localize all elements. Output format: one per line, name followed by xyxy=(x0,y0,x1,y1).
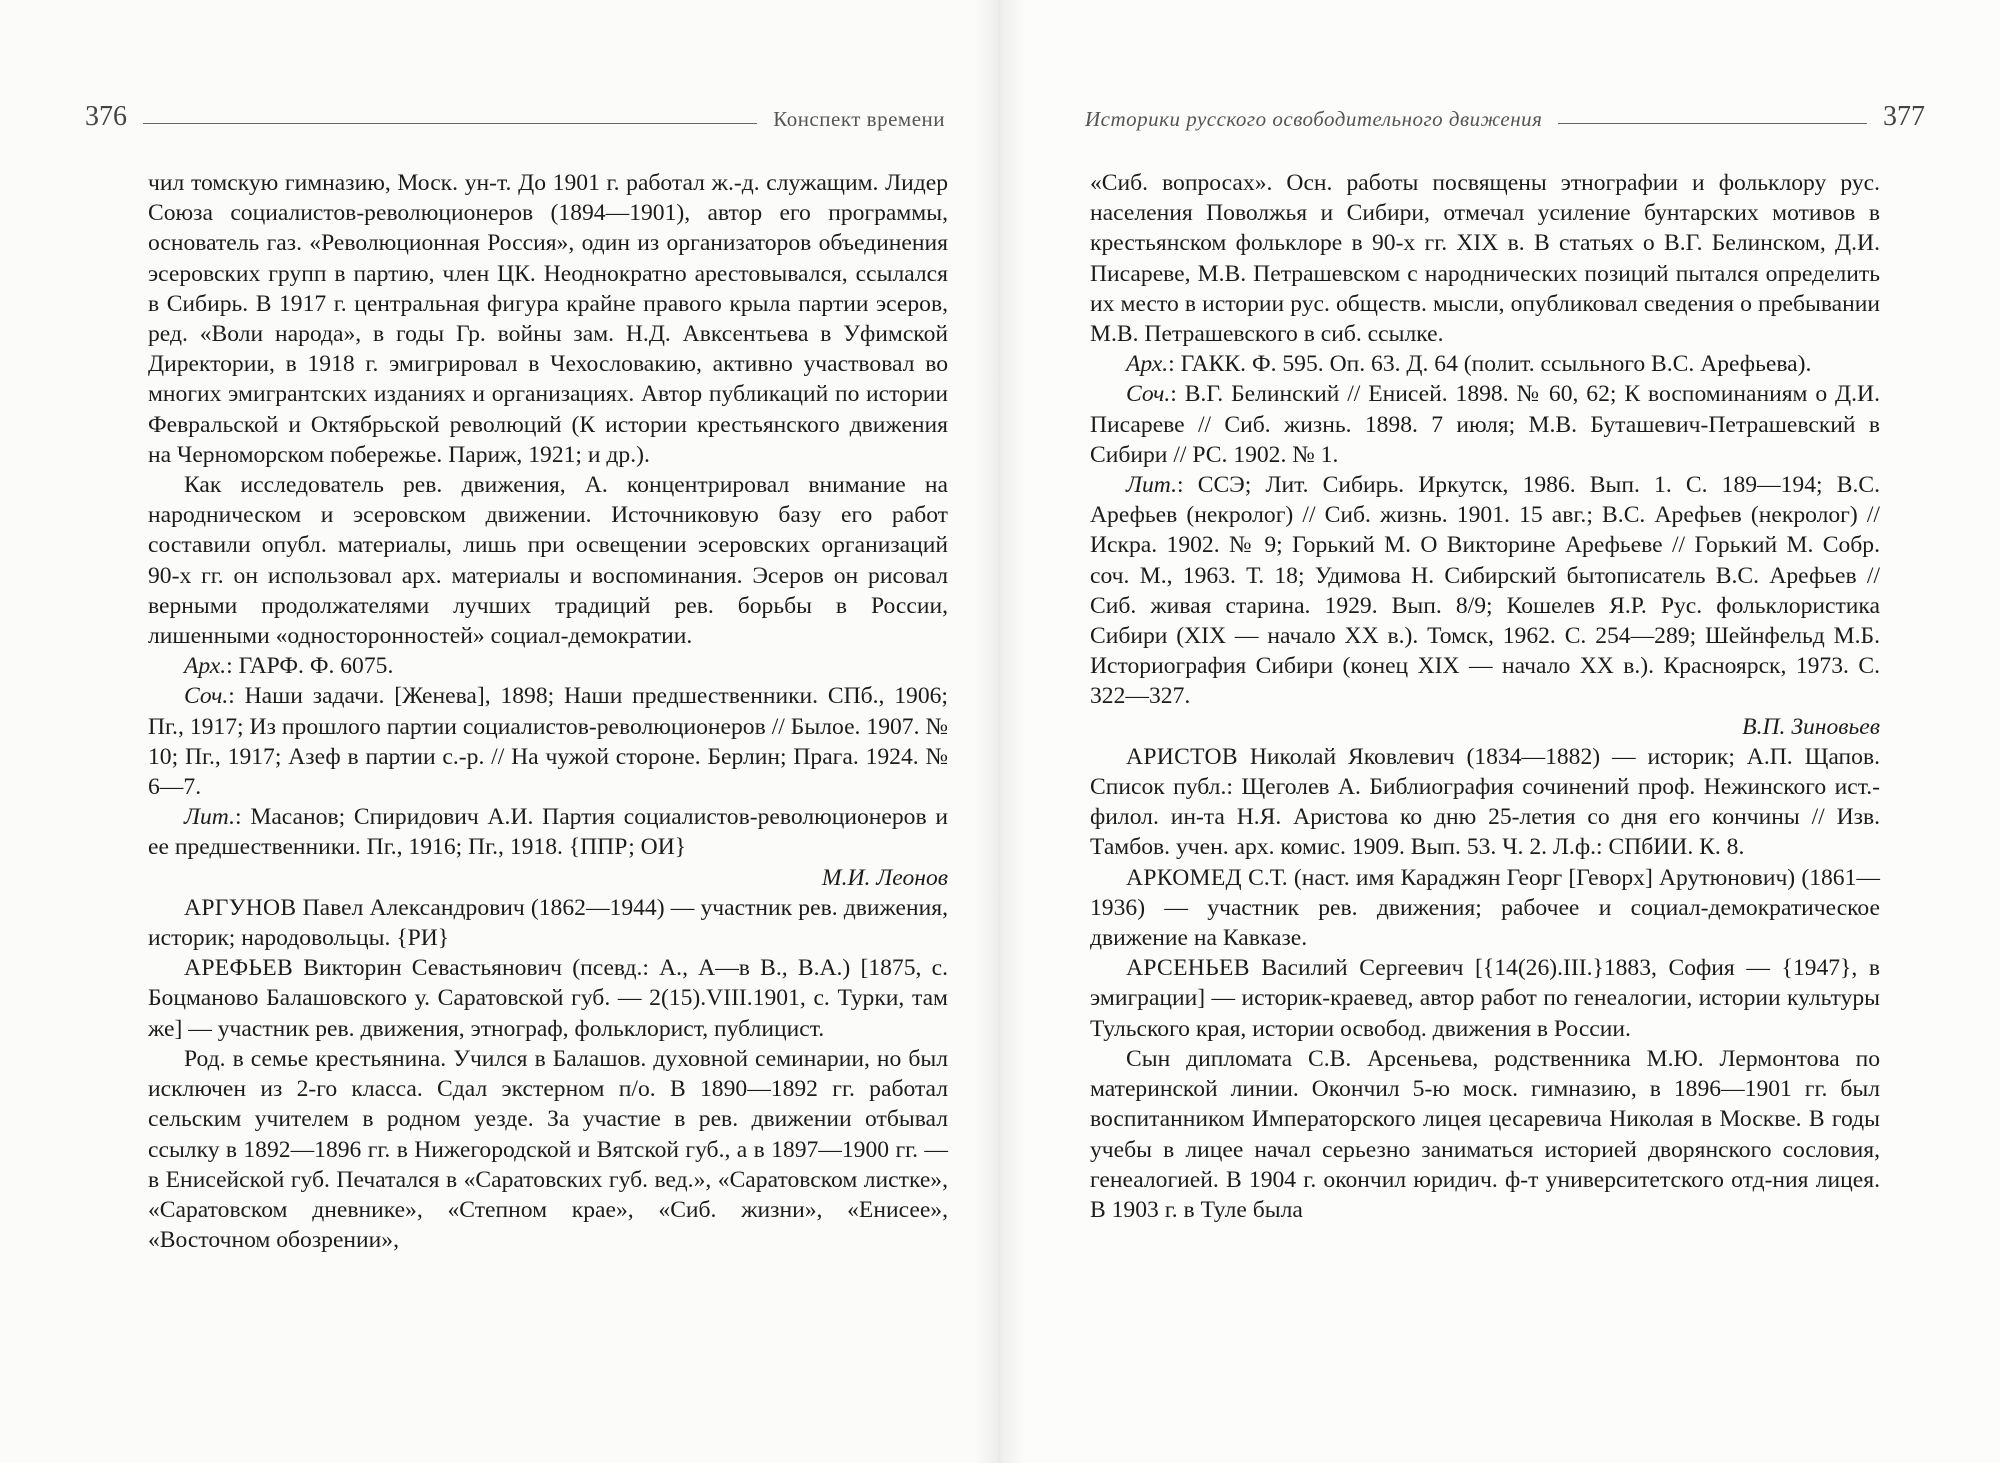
paragraph: чил томскую гимназию, Моск. ун-т. До 1901 г. работал ж.-д. служащим. Лидер Союза социалистов-революционеров (1894—1901), автор его программы, основатель газ. «Революционная Россия», один из организаторов объединения эсеровских групп в партию, член ЦК. Неоднократно арестовывался, ссылался в Сибирь. В 1917 г. центральная фигура крайне правого крыла партии эсеров, ред. «Воли народа», в годы Гр. войны зам. Н.Д. Авксентьева в Уфимской Директории, в 1918 г. эмигрировал в Чехословакию, активно участвовал во многих эмигрантских изданиях и организациях. Автор публикаций по истории Февральской и Октябрьской революций (К истории крестьянского движения на Черноморском побережье. Париж, 1921; и др.). xyxy=(148,170,948,468)
reference-line xyxy=(1090,379,1880,470)
ref-label: Соч. xyxy=(1126,381,1171,408)
paragraph: «Сиб. вопросах». Осн. работы посвящены этнографии и фольклору рус. населения Поволжья и Сибири, отмечал усиление бунтарских мотивов в крестьянском фольклоре в 90-х гг. XIX в. В статьях о В.Г. Белинском, Д.И. Писареве, М.В. Петрашевском с народнических позиций пытался определить их место в истории рус. обществ. мысли, опубликовал сведения о пребывании М.В. Петрашевского в сиб. ссылке. xyxy=(1090,170,1880,348)
entry xyxy=(148,953,948,1044)
entry-text: Василий Сергеевич [{14(26).III.}1883, София — {1947}, в эмиграции] — историк-краевед, автор работ по генеалогии, истории культуры Тульского края, истории освобод. движения в России. xyxy=(1090,955,1880,1042)
running-head-title: Конспект времени xyxy=(773,107,945,131)
header-rule xyxy=(143,123,757,124)
ref-text: : В.Г. Белинский // Енисей. 1898. № 60, 62; К воспоминаниям о Д.И. Писареве // Сиб. жизнь. 1898. 7 июля; М.В. Буташевич-Петрашевский в Сибири // РС. 1902. № 1. xyxy=(1090,381,1880,468)
ref-text: : Наши задачи. [Женева], 1898; Наши предшественники. СПб., 1906; Пг., 1917; Из прошлого партии социалистов-революционеров // Былое. 1907. № 10; Пг., 1917; Азеф в партии с.-р. // На чужой стороне. Берлин; Прага. 1924. № 6—7. xyxy=(148,683,948,801)
reference-line xyxy=(148,681,948,802)
ref-text: : Масанов; Спиридович А.И. Партия социалистов-революционеров и ее предшественники. Пг., 1916; Пг., 1918. {ППР; ОИ} xyxy=(148,804,948,861)
left-running-head xyxy=(85,92,945,132)
entry xyxy=(1090,863,1880,954)
ref-label: Лит. xyxy=(184,804,236,831)
paragraph: Сын дипломата С.В. Арсеньева, родственника М.Ю. Лермонтова по материнской линии. Окончил 5-ю моск. гимназию, в 1896—1901 гг. был воспитанником Императорского лицея цесаревича Николая в Москве. В годы учебы в лицее начал серьезно заниматься историей дворянского сословия, генеалогией. В 1904 г. окончил юридич. ф-т университетского отд-ния лицея. В 1903 г. в Туле была xyxy=(1090,1045,1880,1223)
entry xyxy=(1090,953,1880,1044)
ref-text: : ССЭ; Лит. Сибирь. Иркутск, 1986. Вып. 1. С. 189—194; В.С. Арефьев (некролог) // Сиб. жизнь. 1901. 15 авг.; В.С. Арефьев (некролог) // Искра. 1902. № 9; Горький М. О Викторине Арефьеве // Горький М. Собр. соч. М., 1963. Т. 18; Удимова Н. Сибирский бытописатель В.С. Арефьев // Сиб. живая старина. 1929. Вып. 8/9; Кошелев Я.Р. Рус. фольклористика Сибири (XIX — начало XX в.). Томск, 1962. С. 254—289; Шейнфельд М.Б. Историография Сибири (конец XIX — начало XX в.). Красноярск, 1973. С. 322—327. xyxy=(1090,472,1880,710)
entry-text: Викторин Севастьянович (псевд.: А., А—в В., В.А.) [1875, с. Боцманово Балашовского у. Саратовской губ. — 2(15).VIII.1901, с. Турки, там же] — участник рев. движения, этнограф, фольклорист, публицист. xyxy=(148,955,948,1042)
ref-label: Арх. xyxy=(1126,351,1169,378)
author-signature: В.П. Зиновьев xyxy=(1742,713,1880,740)
book-gutter xyxy=(975,0,1025,1463)
entry-headword: АРГУНОВ xyxy=(184,894,297,921)
right-running-head xyxy=(1085,92,1925,132)
entry xyxy=(1090,742,1880,863)
paragraph: Род. в семье крестьянина. Учился в Балашов. духовной семинарии, но был исключен из 2-го класса. Сдал экстерном п/о. В 1890—1892 гг. работал сельским учителем в родном уезде. За участие в рев. движении отбывал ссылку в 1892—1896 гг. в Нижегородской и Вятской губ., а в 1897—1900 гг. — в Енисейской губ. Печатался в «Саратовских губ. вед.», «Саратовском листке», «Саратовском дневнике», «Степном крае», «Сиб. жизни», «Енисее», «Восточном обозрении», xyxy=(148,1045,948,1254)
entry-text: С.Т. (наст. имя Караджян Георг [Геворх] Арутюнович) (1861—1936) — участник рев. движения; рабочее и социал-демократическое движение на Кавказе. xyxy=(1090,864,1880,952)
page-number: 377 xyxy=(1883,101,1925,132)
paragraph: Как исследователь рев. движения, А. концентрировал внимание на народническом и эсеровском движении. Источниковую базу его работ составили опубл. материалы, лишь при освещении эсеровских организаций 90-х гг. он использовал арх. материалы и воспоминания. Эсеров он рисовал верными продолжателями лучших традиций рев. борьбы в России, лишенными «односторонностей» социал-демократии. xyxy=(148,472,948,650)
entry-headword: АРСЕНЬЕВ xyxy=(1126,955,1250,982)
reference-line xyxy=(148,802,948,862)
running-head-title: Историки русского освободительного движения xyxy=(1085,107,1543,131)
right-page xyxy=(1000,0,2000,1463)
page-number: 376 xyxy=(85,101,127,132)
entry-text: Павел Александрович (1862—1944) — участник рев. движения, историк; народовольцы. {РИ} xyxy=(148,894,948,952)
right-text-column xyxy=(1090,168,1880,1225)
ref-text: : ГАРФ. Ф. 6075. xyxy=(226,653,394,680)
left-text-column xyxy=(148,168,948,1255)
reference-line xyxy=(1090,349,1880,379)
ref-label: Соч. xyxy=(184,683,229,710)
ref-label: Лит. xyxy=(1126,472,1178,499)
entry-headword: АРЕФЬЕВ xyxy=(184,955,294,982)
entry xyxy=(148,893,948,953)
reference-line xyxy=(148,651,948,681)
entry-text: Николай Яковлевич (1834—1882) — историк; А.П. Щапов. Список публ.: Щеголев А. Библиография сочинений проф. Нежинского ист.-филол. ин-та Н.Я. Аристова ко дню 25-летия со дня его кончины // Изв. Тамбов. учен. арх. комис. 1909. Вып. 53. Ч. 2. Л.ф.: СПбИИ. К. 8. xyxy=(1090,743,1880,861)
ref-text: : ГАКК. Ф. 595. Оп. 63. Д. 64 (полит. ссыльного В.С. Арефьева). xyxy=(1168,351,1812,378)
reference-line xyxy=(1090,470,1880,712)
header-rule xyxy=(1558,123,1867,124)
entry-headword: АРКОМЕД xyxy=(1126,864,1242,891)
entry-headword: АРИСТОВ xyxy=(1126,743,1238,770)
ref-label: Арх. xyxy=(184,653,227,680)
author-signature: М.И. Леонов xyxy=(821,864,948,891)
